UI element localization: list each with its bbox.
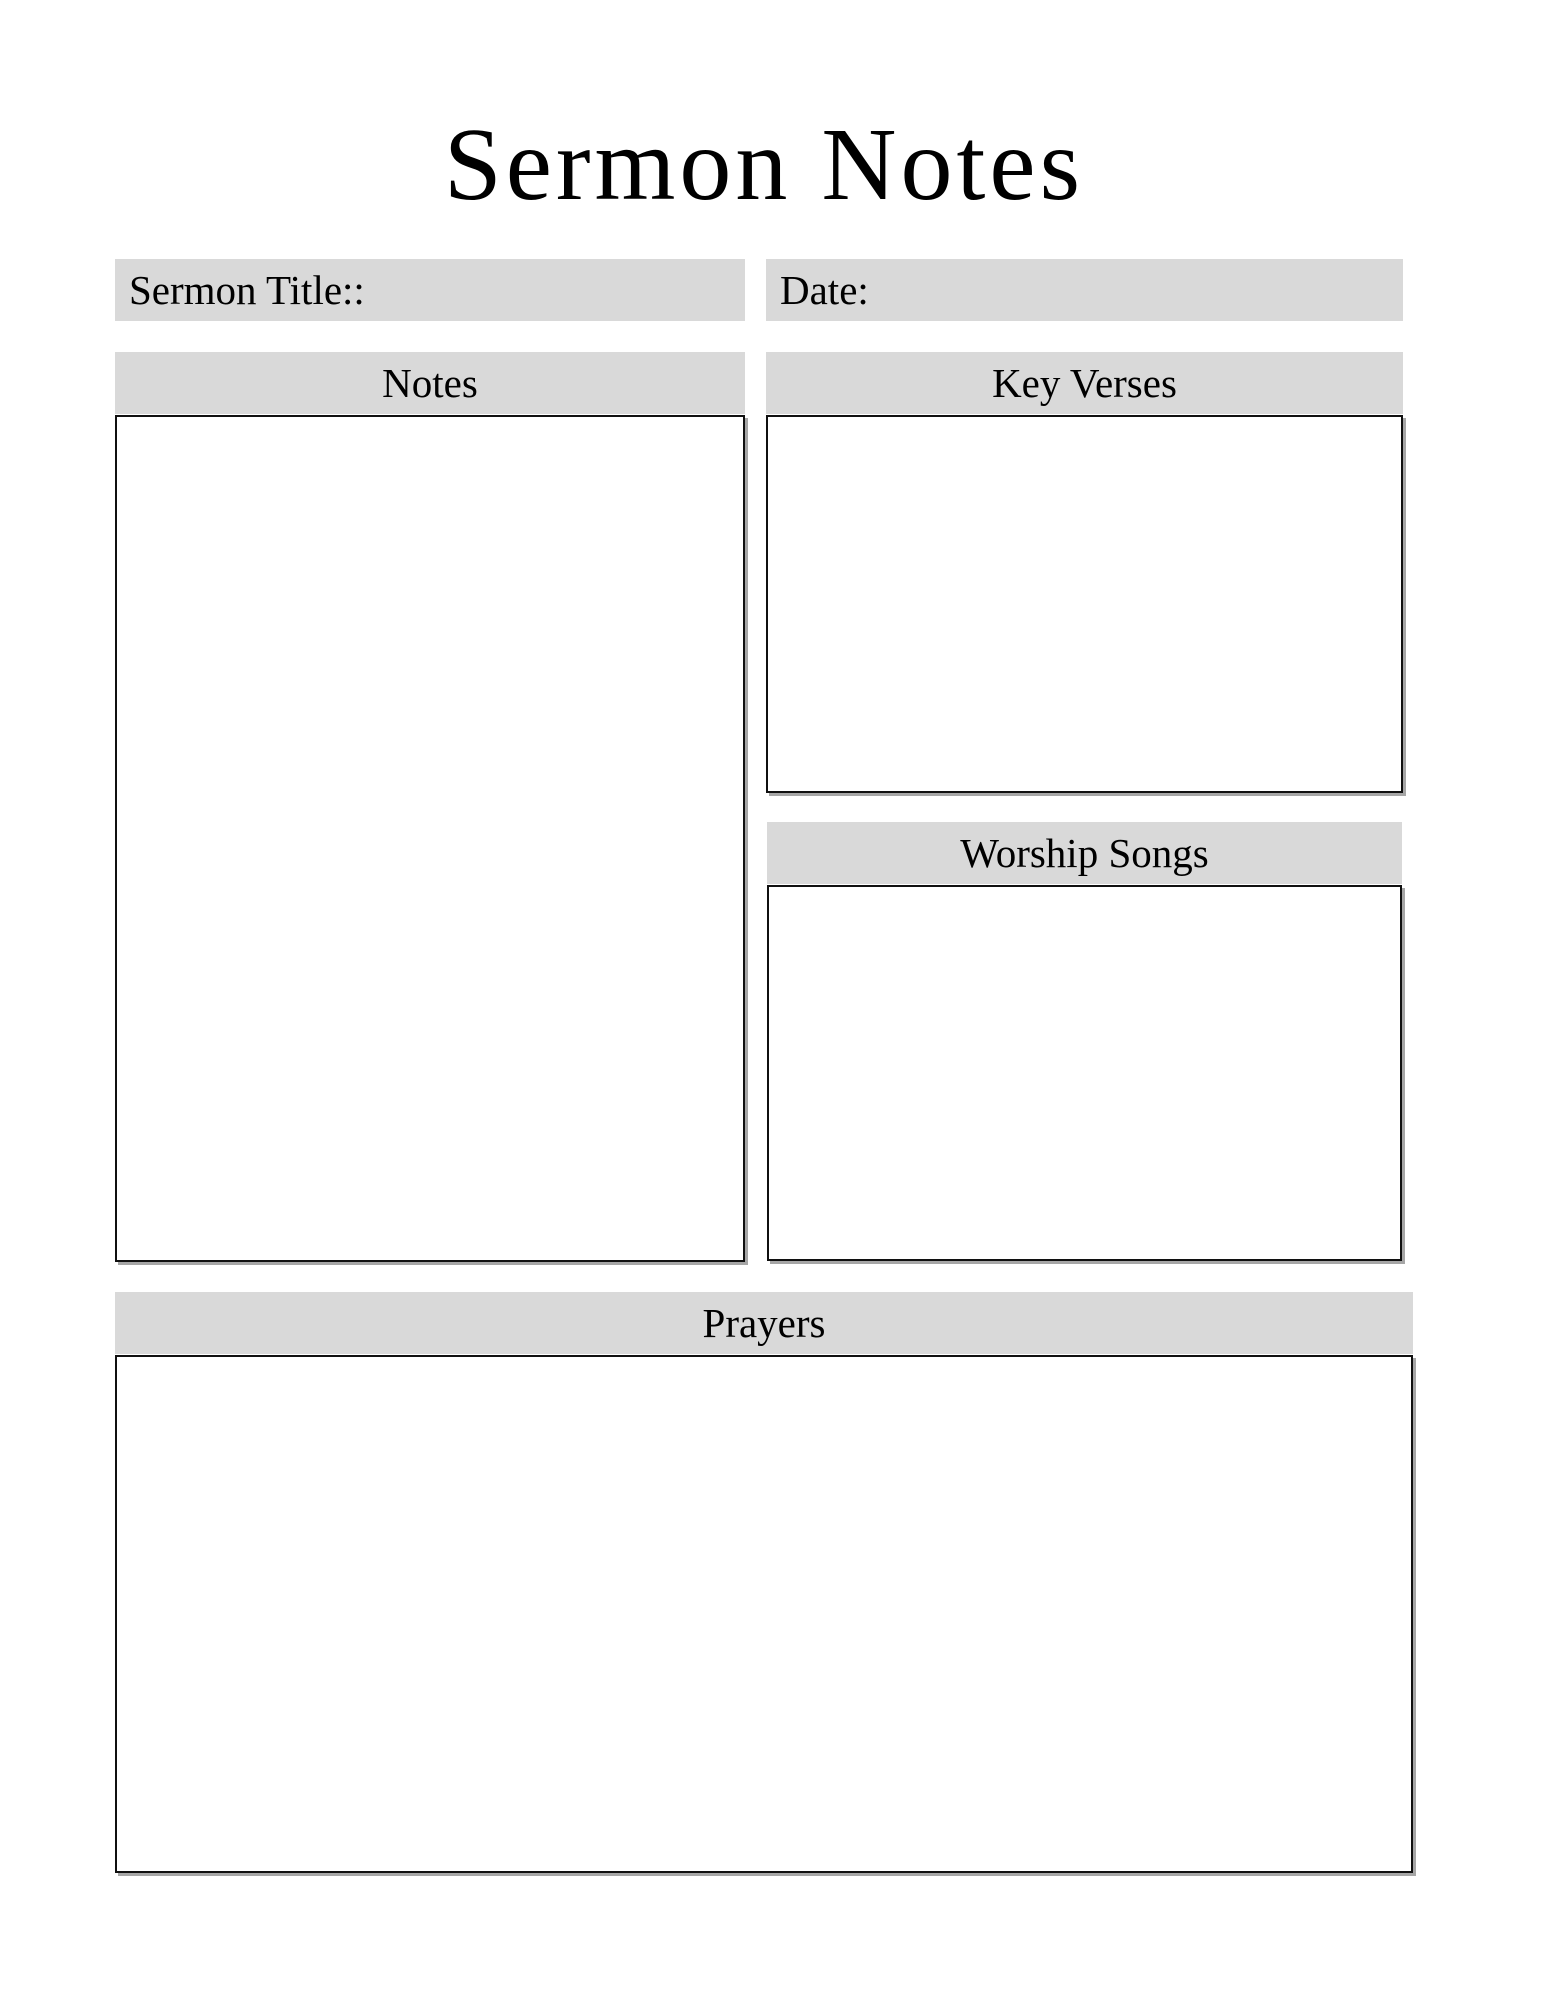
- date-label: Date:: [780, 266, 869, 313]
- prayers-input-area[interactable]: [115, 1355, 1413, 1873]
- date-field[interactable]: [766, 259, 1403, 321]
- sermon-title-label: Sermon Title::: [129, 266, 365, 313]
- notes-input-area[interactable]: [115, 415, 745, 1262]
- notes-section-header: [115, 352, 745, 414]
- prayers-section-label: Prayers: [702, 1299, 826, 1346]
- worship-songs-section-label: Worship Songs: [960, 829, 1209, 876]
- prayers-section-header: [115, 1292, 1413, 1354]
- notes-section-label: Notes: [382, 359, 478, 406]
- worship-songs-input-area[interactable]: [767, 885, 1402, 1261]
- key-verses-input-area[interactable]: [766, 415, 1403, 793]
- key-verses-section-header: [766, 352, 1403, 414]
- worship-songs-section-header: [767, 822, 1402, 884]
- page-title: Sermon Notes: [443, 107, 1085, 222]
- sermon-title-field[interactable]: [115, 259, 745, 321]
- key-verses-section-label: Key Verses: [992, 359, 1177, 406]
